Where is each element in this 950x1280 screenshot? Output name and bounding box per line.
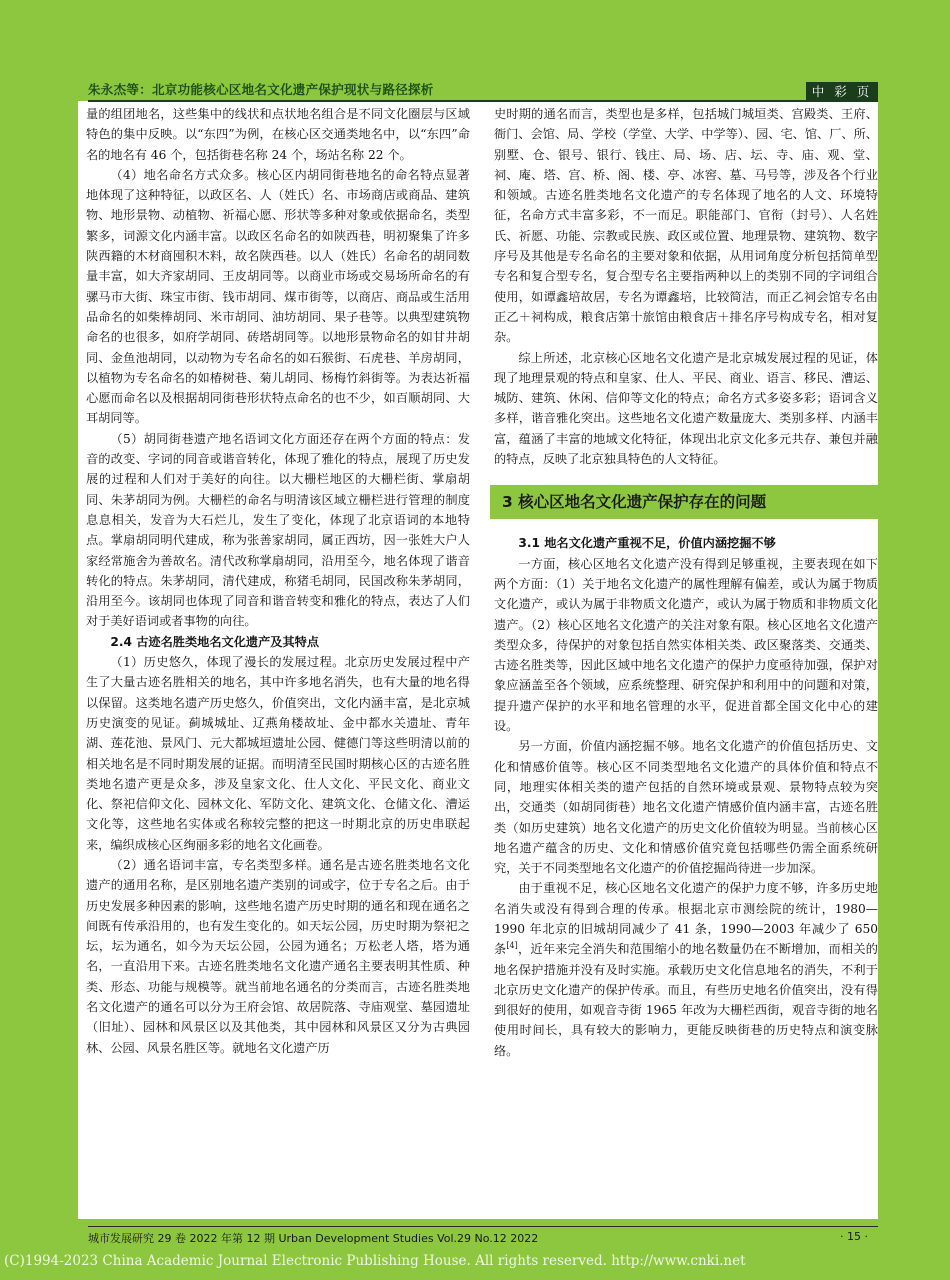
- footer-rule: [88, 1226, 878, 1227]
- paragraph: 量的组团地名，这些集中的线状和点状地名组合是不同文化圈层与区域特色的集中反映。以“东四”为例，在核心区交通类地名中，以“东四”命名的地名有 46 个，包括街巷名称 24 个，场站名称 22 个。: [86, 107, 470, 162]
- paragraph: [494, 878, 878, 1061]
- subsection-heading-3-1: 3.1 地名文化遗产重视不足，价值内涵挖掘不够: [518, 536, 776, 551]
- left-column: [86, 104, 470, 1058]
- section-heading-3: 3 核心区地名文化遗产保护存在的问题: [490, 485, 880, 519]
- copyright-watermark: (C)1994-2023 China Academic Journal Electronic Publishing House. All rights reserved. http://www.cnki.net: [4, 1253, 746, 1269]
- paragraph: （2）通名语词丰富，专名类型多样。通名是古迹名胜类地名文化遗产的通用名称，是区别地名遗产类别的词或字，位于专名之后。由于历史发展多种因素的影响，这些地名遗产历史时期的通名和现在通名之间既有传承沿用的，也有发生变化的。如天坛公园，历史时期为祭祀之坛，坛为通名，如今为天坛公园，公园为通名；万松老人塔，塔为通名，一直沿用下来。古迹名胜类地名文化遗产通名主要表明其性质、种类、形态、功能与规模等。就当前地名通名的分类而言，古迹名胜类地名文化遗产的通名可以分为王府会馆、故居院落、寺庙观堂、墓园遗址（旧址）、园林和风景区以及其他类，其中园林和风景区又分为古典园林、公园、风景名胜区等。就地名文化遗产历: [86, 857, 470, 1055]
- citation-ref[interactable]: [4]: [506, 941, 518, 951]
- paragraph: 史时期的通名而言，类型也是多样，包括城门城垣类、宫殿类、王府、衙门、会馆、局、学校（学堂、大学、中学等）、园、宅、馆、厂、所、别墅、仓、银号、银行、钱庄、局、场、店、坛、寺、庙、观、堂、祠、庵、塔、宫、桥、阁、楼、亭、冰窖、墓、马号等，涉及各个行业和领域。古迹名胜类地名文化遗产的专名体现了地名的人文、环境特征，名命方式丰富多彩，不一而足。职能部门、官衔（封号）、人名姓氏、祈愿、功能、宗教或民族、政区或位置、地理景物、建筑物、数字序号及其他是专名命名的主要对象和依据，从用词角度分析包括简单型专名和复合型专名，复合型专名主要指两种以上的类别不同的字词组合使用，如谭鑫培故居，专名为谭鑫培，比较简洁，而正乙祠会馆专名由正乙＋祠构成，粮食店第十旅馆由粮食店＋排名序号构成专名，相对复杂。: [494, 107, 878, 345]
- footer-journal-info: 城市发展研究 29 卷 2022 年第 12 期 Urban Development Studies Vol.29 No.12 2022: [88, 1232, 539, 1245]
- page-number: · 15 ·: [840, 1230, 868, 1243]
- paragraph: 一方面，核心区地名文化遗产没有得到足够重视，主要表现在如下两个方面：（1）关于地名文化遗产的属性理解有偏差，或认为属于物质文化遗产，或认为属于非物质文化遗产，或认为属于物质和非物质文化遗产。（2）核心区地名文化遗产的关注对象有限。核心区地名文化遗产类型众多，待保护的对象包括自然实体相关类、政区聚落类、交通类、古迹名胜类等，因此区域中地名文化遗产的保护力度亟待加强，保护对象应涵盖至各个领域，应系统整理、研究保护和利用中的问题和对策，提升遗产保护的水平和地名管理的水平，促进首都全国文化中心的建设。: [494, 556, 878, 734]
- header-rule: [88, 100, 806, 102]
- paragraph: （1）历史悠久，体现了漫长的发展过程。北京历史发展过程中产生了大量古迹名胜相关的地名，其中许多地名消失，也有大量的地名得以保留。这类地名遗产历史悠久，价值突出，文化内涵丰富，是北京城历史演变的见证。蓟城城址、辽燕角楼故址、金中都水关遗址、青年湖、莲花池、景风门、元大都城垣遗址公园、健德门等这些明清以前的相关地名是不同时期发展的证据。而明清至民国时期核心区的古迹名胜类地名遗产更是众多，涉及皇家文化、仕人文化、平民文化、商业文化、祭祀信仰文化、园林文化、军防文化、建筑文化、仓储文化、漕运文化等，这些地名实体或名称较完整的把这一时期北京的历史串联起来，编织成核心区绚丽多彩的地名文化画卷。: [86, 655, 470, 852]
- paragraph-text: ，近年来完全消失和范围缩小的地名数量仍在不断增加，而相关的地名保护措施并没有及时实施。承载历史文化信息地名的消失，不利于北京历史文化遗产的保护传承。而且，有些历史地名价值突出，没有得到很好的使用，如观音寺街 1965 年改为大栅栏西街，观音寺街的地名使用时间长，具有较大的影响力，更能反映街巷的历史特点和演变脉络。: [494, 942, 878, 1058]
- paragraph: 另一方面，价值内涵挖掘不够。地名文化遗产的价值包括历史、文化和情感价值等。核心区不同类型地名文化遗产的具体价值和特点不同，地理实体相关类的遗产包括的自然环境或景观、景物特点较为突出，交通类（如胡同街巷）地名文化遗产情感价值内涵丰富，古迹名胜类（如历史建筑）地名文化遗产的历史文化价值较为明显。当前核心区地名遗产蕴含的历史、文化和情感价值究竟包括哪些仍需全面系统研究，关于不同类型地名文化遗产的价值挖掘尚待进一步加深。: [494, 739, 878, 876]
- paragraph: 综上所述，北京核心区地名文化遗产是北京城发展过程的见证，体现了地理景观的特点和皇家、仕人、平民、商业、语言、移民、漕运、城防、建筑、休闲、信仰等文化的特点；命名方式多姿多彩；语词含义多样，谐音雅化突出。这些地名文化遗产数量庞大、类别多样、内涵丰富，蕴涵了丰富的地域文化特征，体现出北京文化多元共存、兼包并融的特点，反映了北京独具特色的人文特征。: [494, 350, 878, 467]
- paragraph: （5）胡同街巷遗产地名语词文化方面还存在两个方面的特点：发音的改变、字词的同音或谐音转化，体现了雅化的特点，展现了历史发展的过程和人们对于美好的向往。以大栅栏地区的大栅栏街、掌扇胡同、朱茅胡同为例。大栅栏的命名与明清该区域立栅栏进行管理的制度息息相关，发音为大石烂儿，发生了变化，体现了北京语词的本地特点。掌扇胡同明代建成，称为张善家胡同，属正西坊，因一张姓大户人家经常施舍为善故名。清代改称掌扇胡同，沿用至今，地名体现了谐音转化的特点。朱茅胡同，清代建成，称猪毛胡同，民国改称朱茅胡同，沿用至今。该胡同也体现了同音和谐音转变和雅化的特点，表达了人们对于美好语词或者事物的向往。: [86, 431, 470, 629]
- subsection-heading-2-4: 2.4 古迹名胜类地名文化遗产及其特点: [110, 634, 320, 649]
- paragraph: （4）地名命名方式众多。核心区内胡同街巷地名的命名特点显著地体现了这种特征，以政区名、人（姓氏）名、市场商店或商品、建筑物、地形景物、动植物、祈福心愿、形状等多种对象或依据命名，类型繁多，词源文化内涵丰富。以政区名命名的如陕西巷，明初聚集了许多陕西籍的木材商囤积木料，故名陕西巷。以人（姓氏）名命名的胡同数量丰富，如大齐家胡同、王皮胡同等。以商业市场或交易场所命名的有骡马市大街、珠宝市街、钱市胡同、煤市街等，以商店、商品或生活用品命名的如柴棒胡同、米市胡同、油坊胡同、果子巷等。以典型建筑物命名的也很多，如府学胡同、砖塔胡同等。以地形景物命名的如甘井胡同、金鱼池胡同，以动物为专名命名的如石猴街、石虎巷、羊房胡同，以植物为专名命名的如椿树巷、菊儿胡同、杨梅竹斜街等。为表达祈福心愿而命名以及根据胡同街巷形状特点命名的也不少，如百顺胡同、大耳胡同等。: [86, 167, 470, 426]
- right-column: [494, 104, 878, 1061]
- running-title: 朱永杰等：北京功能核心区地名文化遗产保护现状与路径探析: [88, 82, 434, 97]
- section-tag: 中 彩 页: [806, 82, 878, 102]
- paragraph-text: 由于重视不足，核心区地名文化遗产的保护力度不够，许多历史地名消失或没有得到合理的传承。根据北京市测绘院的统计，1980—1990 年北京的旧城胡同减少了 41 条，1990—2003 年减少了 650 条: [494, 881, 878, 957]
